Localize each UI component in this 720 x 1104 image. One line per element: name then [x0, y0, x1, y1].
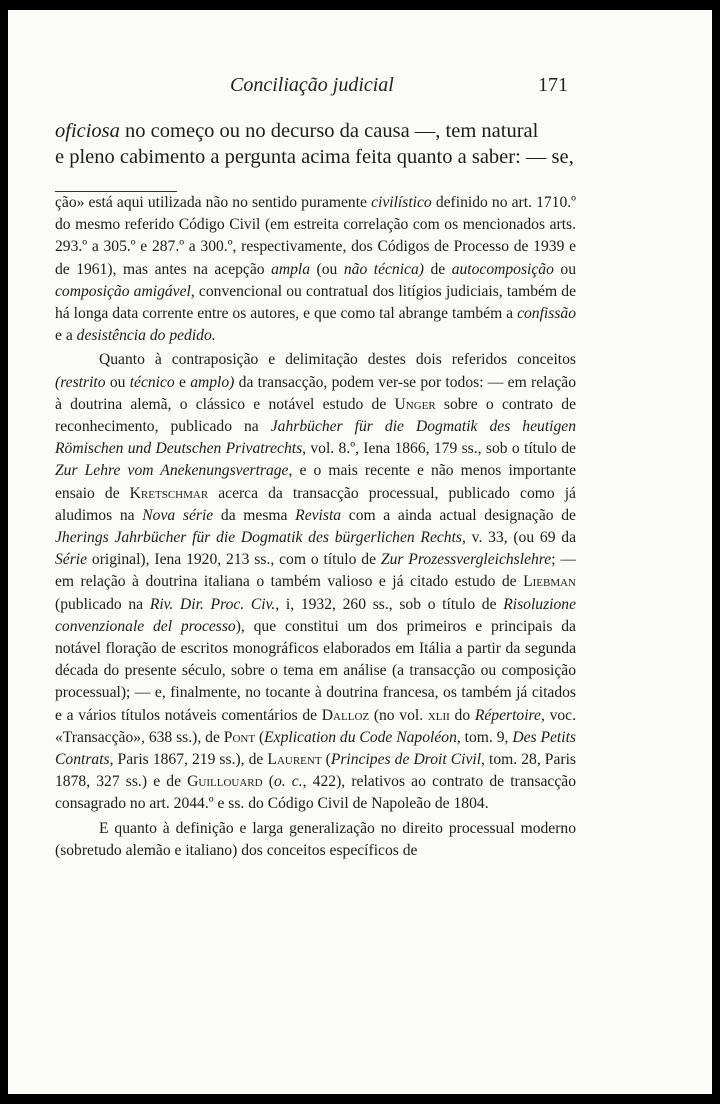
fn2-text: o. c. — [273, 773, 303, 791]
page-number: 171 — [538, 74, 568, 96]
fn2-text: Quanto à contraposição e delimitação destes dois referidos conceitos — [99, 351, 576, 369]
fn2-text: ( — [255, 728, 265, 746]
author-dalloz: Dalloz — [321, 706, 370, 724]
author-kretschmar: Kretschmar — [129, 484, 209, 502]
fn2-text: do — [449, 706, 475, 724]
fn2-text: ou — [105, 373, 130, 391]
fn2-text: ), que constitui um dos primeiros e principais da notável floração de escritos monográficos elaborados em Itália a partir da segunda década do presente século, sobre o tema em análise (a transacção ou composição processual); — e, finalmente, no tocante à doutrina francesa, os também já citados e a vários títulos notáveis comentários de — [55, 617, 576, 724]
fn2-text: ( — [321, 751, 331, 769]
main-lead-word: oficiosa — [55, 120, 120, 142]
fn1-text: de — [423, 260, 452, 278]
fn2-text: Nova série — [142, 506, 214, 524]
main-line-2: e pleno cabimento a pergunta acima feita quanto a saber: — se, — [55, 146, 574, 168]
fn2-text: (no vol. — [369, 706, 428, 724]
fn2-text: (restrito — [55, 373, 106, 391]
fn2-text: , voc. «Transacção», 638 ss.), de — [55, 706, 576, 746]
fn2-text: , v. 33, (ou 69 da — [462, 529, 576, 547]
fn2-text: Jahrbücher für die Dogmatik des heutigen Römischen und Deutschen Privatrechts — [55, 418, 576, 458]
fn2-text: técnico — [129, 373, 175, 391]
fn2-text: , 422), relativos ao contrato de transacção consagrado no art. 2044.º e ss. do Código Civil de Napoleão de 1804. — [55, 773, 576, 813]
fn1-text: não técnica) — [343, 260, 424, 278]
author-unger: Unger — [394, 395, 436, 413]
fn2-text: , vol. 8.º, Iena 1866, 179 ss., sob o título de — [302, 440, 576, 458]
author-laurent: Laurent — [267, 751, 322, 769]
fn2-text: , Paris 1867, 219 ss.), de — [109, 751, 268, 769]
running-title: Conciliação judicial — [230, 74, 394, 96]
fn2-text: e — [174, 373, 191, 391]
fn2-text: Série — [55, 551, 88, 569]
fn1-text: desistência do pedido. — [76, 327, 216, 345]
main-line-1-rest: no começo ou no decurso da causa —, tem natural — [119, 120, 539, 142]
fn2-text: com a ainda actual designação de — [341, 506, 576, 524]
footnote-paragraph-2 — [55, 349, 576, 815]
fn2-text: Zur Prozessvergleichslehre — [380, 551, 552, 569]
fn2-text: da transacção, podem ver-se por todos: — em relação à doutrina alemã, o clássico e notável estudo de — [55, 373, 577, 413]
footnote — [55, 192, 576, 862]
fn2-text: (publicado na — [55, 595, 150, 613]
author-pont: Pont — [223, 728, 256, 746]
volume-numeral: xlii — [427, 706, 450, 724]
fn2-text: , i, 1932, 260 ss., sob o título de — [275, 595, 504, 613]
fn1-text: ou — [553, 260, 576, 278]
fn2-text: amplo) — [190, 373, 235, 391]
fn1-text: civilístico — [371, 194, 432, 211]
fn1-text: confissão — [517, 305, 576, 323]
fn1-text: e a — [55, 327, 77, 345]
fn1-text: composição amigável — [55, 282, 191, 300]
fn2-text: sobre o contrato de reconhecimento, publicado na — [55, 395, 576, 436]
fn2-text: Revista — [295, 506, 342, 524]
fn2-text: acerca da transacção processual, publicado como já aludimos na — [55, 484, 576, 524]
fn2-text: Répertoire — [474, 706, 541, 724]
fn2-text: Zur Lehre vom Anekenungsvertrage — [55, 462, 289, 480]
fn1-text: autocomposição — [451, 260, 554, 278]
footnote-paragraph-3: E quanto à definição e larga generalização no direito processual moderno (sobretudo alemão e italiano) dos conceitos específicos de — [55, 819, 576, 859]
main-text — [55, 118, 576, 170]
fn2-text: Principes de Droit Civil — [330, 751, 482, 769]
fn2-text: Jherings Jahrbücher für die Dogmatik des bürgerlichen Rechts — [55, 529, 462, 547]
footnote-paragraph-1 — [55, 192, 576, 347]
fn1-text: ampla — [271, 260, 311, 278]
fn2-text: , e o mais recente e não menos importante ensaio de — [55, 462, 576, 502]
fn1-text: , convencional ou contratual dos litígios judiciais, também de há longa data corrente entre os autores, e que como tal abrange também a — [55, 282, 577, 323]
fn2-text: , tom. 28, Paris 1878, 327 ss.) e de — [55, 751, 576, 791]
fn2-text: Des Petits Contrats — [55, 728, 576, 769]
fn1-text: ção» está aqui utilizada não no sentido puramente — [55, 194, 372, 211]
author-guillouard: Guillouard — [187, 773, 263, 791]
fn2-text: ; — em relação à doutrina italiana o também valioso e já citado estudo de — [55, 551, 577, 591]
fn1-text: (ou — [310, 260, 344, 278]
fn2-text: da mesma — [213, 506, 296, 524]
fn2-text: , tom. 9, — [456, 728, 513, 746]
fn2-text: Explication du Code Napoléon — [264, 728, 457, 746]
page-header — [8, 74, 712, 104]
book-page — [8, 10, 712, 1094]
author-liebman: Liebman — [523, 573, 576, 591]
fn1-text: definido no art. 1710.º do mesmo referido Código Civil (em estreita correlação com os mencionados arts. 293.º a 305.º e 287.º a 300.º, respectivamente, dos Códigos de Processo de 1939 e de 1961), mas antes na acepção — [55, 194, 576, 278]
main-line-1 — [55, 118, 576, 144]
fn2-text: original), Iena 1920, 213 ss., com o título de — [87, 551, 381, 569]
fn2-text: ( — [262, 773, 274, 791]
fn2-text: Risoluzione convenzionale del processo — [55, 595, 577, 635]
fn2-text: Riv. Dir. Proc. Civ. — [149, 595, 276, 613]
